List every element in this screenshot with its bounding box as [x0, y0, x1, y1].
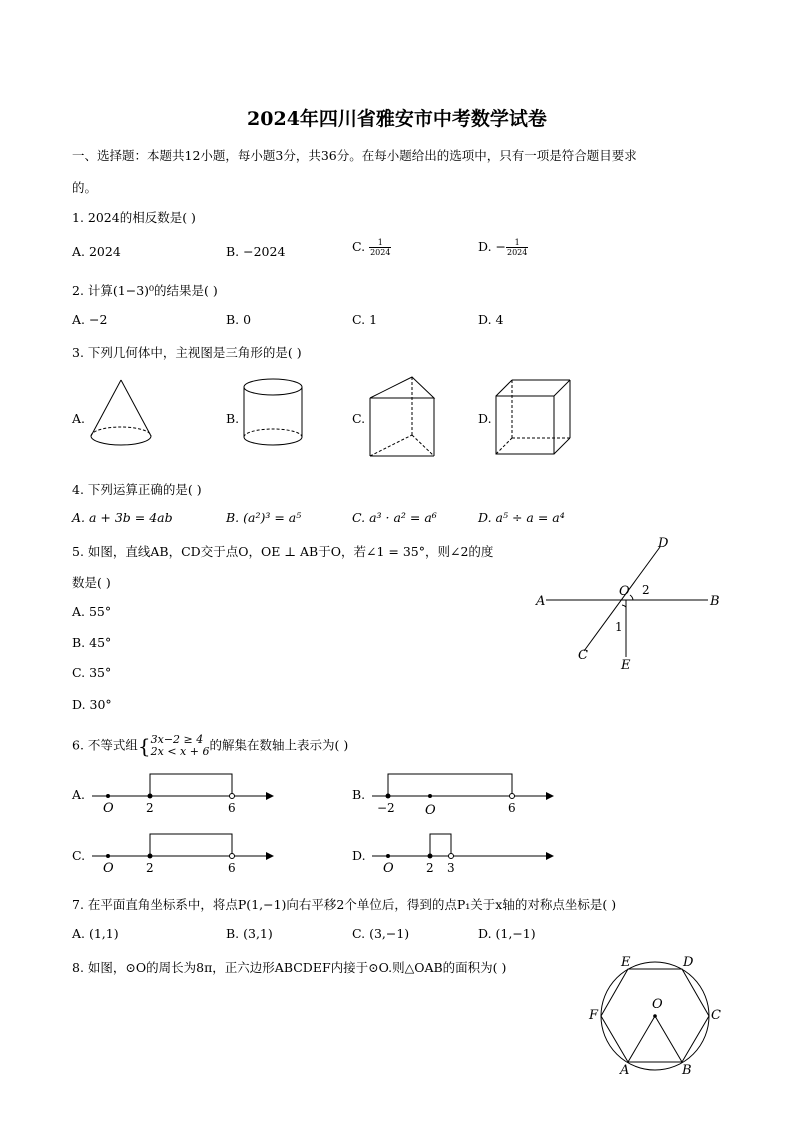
q7-option-b[interactable]: B. (3,1): [226, 926, 273, 941]
cone-figure: [86, 374, 156, 456]
q3-stem: 3. 下列几何体中，主视图是三角形的是( ): [72, 345, 302, 360]
page-title: 2024年四川省雅安市中考数学试卷: [247, 108, 547, 130]
q4-option-d[interactable]: D. a⁵ ÷ a = a⁴: [478, 510, 565, 525]
b-label-6: 6: [508, 801, 516, 815]
q1-option-b[interactable]: B. −2024: [226, 244, 286, 259]
q7-stem: 7. 在平面直角坐标系中，将点P(1,−1)向右平移2个单位后，得到的点P₁关于x轴的对称点坐标是( ): [72, 897, 617, 912]
b-label-o: O: [425, 803, 436, 818]
q8-label-b: B: [682, 1063, 692, 1078]
d-label-3: 3: [447, 861, 455, 875]
q8-stem: 8. 如图，⊙O的周长为8π，正六边形ABCDEF内接于⊙O.则△OAB的面积为( ): [72, 960, 507, 975]
q7-option-a[interactable]: A. (1,1): [72, 926, 119, 941]
q5-stem-cont: 数是( ): [72, 575, 111, 590]
q5-lines-figure: [530, 535, 730, 677]
q5-option-d[interactable]: D. 30°: [72, 697, 112, 712]
cube-figure: [490, 374, 572, 460]
a-label-2: 2: [146, 801, 154, 815]
q6-stem: [72, 734, 348, 758]
q6-option-d[interactable]: D.: [352, 848, 366, 863]
q8-label-e: E: [621, 955, 631, 970]
q7-option-c[interactable]: C. (3,−1): [352, 926, 410, 941]
c-label-2: 2: [146, 861, 154, 875]
q4-option-c[interactable]: C. a³ · a² = a⁶: [352, 510, 437, 525]
q8-hexagon-figure: [588, 950, 728, 1080]
section-heading: 一、选择题：本题共12小题，每小题3分，共36分。在每小题给出的选项中，只有一项是符合题目要求: [72, 148, 637, 163]
q8-label-o: O: [652, 997, 663, 1012]
q8-label-d: D: [683, 955, 694, 970]
q5-angle-2: 2: [642, 583, 650, 597]
c-label-o: O: [103, 861, 114, 876]
q5-label-c: C: [578, 648, 588, 663]
q5-label-e: E: [621, 658, 631, 673]
q6-option-a[interactable]: A.: [72, 787, 86, 802]
q8-label-a: A: [620, 1063, 630, 1078]
q2-option-d[interactable]: D. 4: [478, 312, 504, 327]
q6-option-c[interactable]: C.: [72, 848, 86, 863]
q1-option-d-prefix: D. −: [478, 239, 506, 254]
q6-numberline-d: [370, 830, 560, 878]
q6-inequality-2: 2x < x + 6: [150, 745, 210, 758]
c-label-6: 6: [228, 861, 236, 875]
q5-label-d: D: [658, 536, 669, 551]
q5-label-a: A: [536, 594, 546, 609]
q4-option-a[interactable]: A. a + 3b = 4ab: [72, 510, 173, 525]
q8-label-f: F: [589, 1008, 599, 1023]
q2-option-b[interactable]: B. 0: [226, 312, 252, 327]
q1-option-c[interactable]: [352, 238, 391, 257]
q5-option-a[interactable]: A. 55°: [72, 604, 112, 619]
q5-label-o: O: [619, 584, 630, 599]
q1-option-d[interactable]: [478, 238, 528, 257]
q5-stem: 5. 如图，直线AB，CD交于点O，OE ⊥ AB于O，若∠1 = 35°，则∠2的度: [72, 544, 494, 559]
q7-option-d[interactable]: D. (1,−1): [478, 926, 536, 941]
q1-c-numerator: 1: [369, 238, 391, 248]
q6-numberline-b: [370, 770, 560, 818]
a-label-6: 6: [228, 801, 236, 815]
q5-option-b[interactable]: B. 45°: [72, 635, 112, 650]
q6-numberline-c: [90, 830, 280, 878]
q8-label-c: C: [711, 1008, 721, 1023]
q3-option-a[interactable]: A.: [72, 411, 86, 426]
q4-stem: 4. 下列运算正确的是( ): [72, 482, 202, 497]
q5-option-c[interactable]: C. 35°: [72, 665, 112, 680]
q6-brace-icon: {: [137, 734, 151, 758]
q1-c-denominator: 2024: [370, 248, 391, 257]
a-label-o: O: [103, 801, 114, 816]
q5-angle-1: 1: [615, 620, 623, 634]
q6-option-b[interactable]: B.: [352, 787, 366, 802]
d-label-o: O: [383, 861, 394, 876]
q5-label-b: B: [710, 594, 720, 609]
q2-option-c[interactable]: C. 1: [352, 312, 378, 327]
q1-d-numerator: 1: [506, 238, 528, 248]
q1-option-c-fraction: [369, 238, 391, 257]
q6-stem-suffix: 的解集在数轴上表示为( ): [209, 737, 349, 753]
q4-option-b[interactable]: B. (a²)³ = a⁵: [226, 510, 302, 525]
q2-stem: 2. 计算(1−3)⁰的结果是( ): [72, 283, 218, 298]
b-label-neg2: −2: [377, 801, 395, 815]
d-label-2: 2: [426, 861, 434, 875]
q6-inequality-system: [151, 734, 210, 758]
q1-option-c-prefix: C.: [352, 239, 370, 254]
q1-stem: 1. 2024的相反数是( ): [72, 210, 196, 225]
prism-figure: [364, 372, 442, 462]
q6-stem-prefix: 6. 不等式组: [72, 737, 138, 753]
q6-numberline-a: [90, 770, 280, 818]
q6-inequality-1: 3x−2 ≥ 4: [150, 733, 204, 746]
q1-d-denominator: 2024: [507, 248, 528, 257]
q3-option-c[interactable]: C.: [352, 411, 366, 426]
q1-option-a[interactable]: A. 2024: [72, 244, 121, 259]
section-heading-cont: 的。: [72, 180, 98, 195]
cylinder-figure: [238, 374, 308, 454]
q3-option-d[interactable]: D.: [478, 411, 492, 426]
q1-option-d-fraction: [506, 238, 528, 257]
q2-option-a[interactable]: A. −2: [72, 312, 108, 327]
q3-option-b[interactable]: B.: [226, 411, 240, 426]
